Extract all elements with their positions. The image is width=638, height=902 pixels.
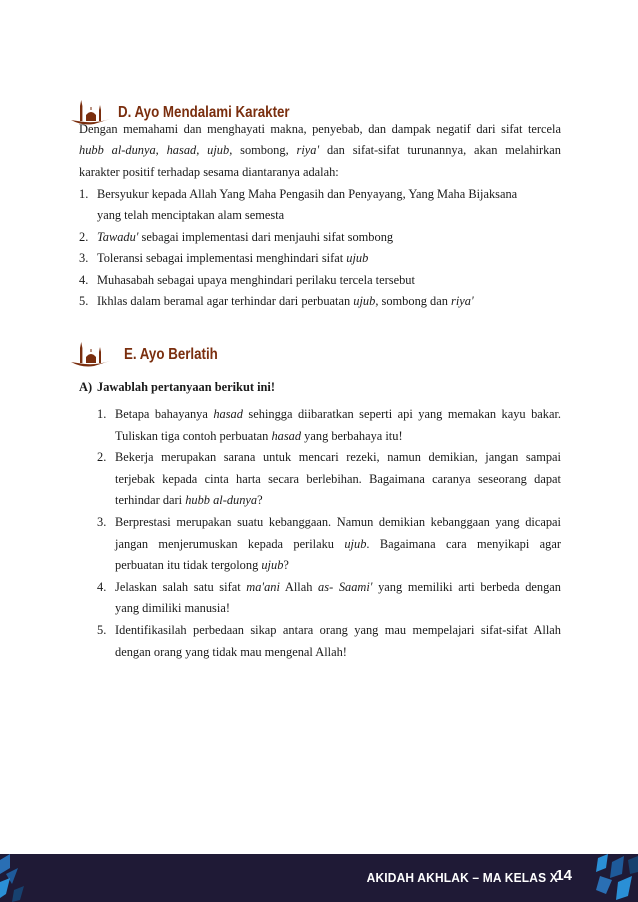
intro-line-1: Dengan memahami dan menghayati makna, penyebab, dan dampak negatif dari sifat tercela: [79, 122, 561, 136]
page-number: 14: [555, 867, 572, 884]
list-item: 2. Tawadu' sebagai implementasi dari menjauhi sifat sombong: [79, 229, 394, 244]
list-item: 4. Muhasabah sebagai upaya menghindari perilaku tercela tersebut: [79, 272, 415, 287]
section-e-heading: [70, 334, 233, 368]
list-item: 2. Bekerja merupakan sarana untuk mencari rezeki, namun demikian, jangan sampai terjebak kepada cinta harta secara berlebihan. Bagaimana caranya seseorang dapat terhindar dari hubb al-dunya?: [97, 450, 561, 508]
list-item: 5. Identifikasilah perbedaan sikap antara orang yang mau mempelajari sifat-sifat Allah dengan orang yang tidak mau mengenal Allah!: [97, 622, 561, 659]
part-a-heading: A) Jawablah pertanyaan berikut ini!: [79, 380, 275, 394]
section-d-list: [79, 184, 561, 312]
section-d-title: D. Ayo Mendalami Karakter: [118, 104, 290, 121]
list-item: 1. Bersyukur kepada Allah Yang Maha Pengasih dan Penyayang, Yang Maha Bijaksana yang telah menciptakan alam semesta: [79, 187, 518, 223]
intro-line-2: hubb al-dunya, hasad, ujub, sombong, riya' dan sifat-sifat turunannya, akan melahirkan: [79, 143, 561, 158]
footer-decoration-right-icon: [592, 854, 638, 902]
list-item: 3. Toleransi sebagai implementasi menghindari sifat ujub: [79, 251, 369, 266]
list-item: 3. Berprestasi merupakan suatu kebanggaan. Namun demikian kebanggaan yang dicapai jangan menjerumuskan kepada perilaku ujub. Bagaimana cara menyikapi agar perbuatan itu tidak tergolong ujub?: [97, 514, 561, 573]
list-item: 1. Betapa bahayanya hasad sehingga diibaratkan seperti api yang memakan kayu bakar. Tuliskan tiga contoh perbuatan hasad yang berbahaya itu!: [97, 407, 561, 443]
intro-line-3: karakter positif terhadap sesama diantaranya adalah:: [79, 164, 339, 179]
footer-decoration-left-icon: [0, 854, 60, 902]
page-footer: [0, 854, 638, 902]
section-d-intro: [79, 119, 561, 183]
footer-book-title: AKIDAH AKHLAK – MA KELAS X: [366, 870, 558, 885]
question-list: [97, 404, 561, 663]
list-item: 5. Ikhlas dalam beramal agar terhindar dari perbuatan ujub, sombong dan riya': [79, 294, 474, 309]
list-item: 4. Jelaskan salah satu sifat ma'ani Allah as- Saami' yang memiliki arti berbeda dengan yang dimiliki manusia!: [97, 579, 561, 616]
mosque-icon: [70, 338, 116, 368]
section-e-title: E. Ayo Berlatih: [124, 346, 218, 363]
